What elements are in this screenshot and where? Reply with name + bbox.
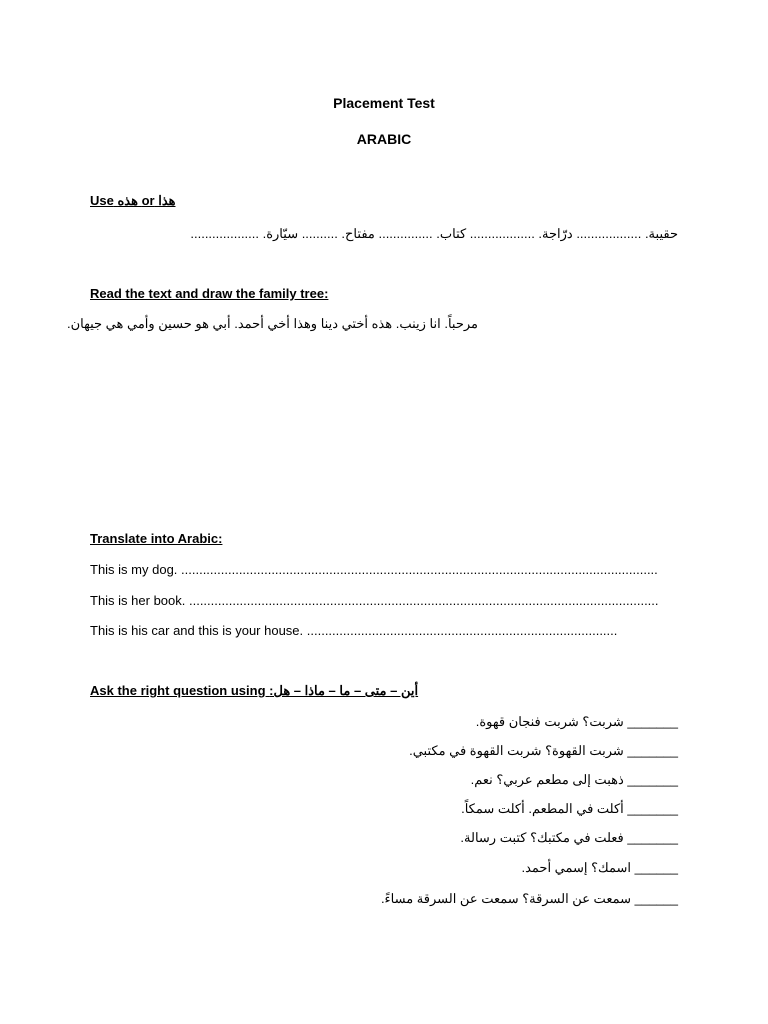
question-line: _______ ذهبت إلى مطعم عربي؟ نعم. <box>470 772 678 787</box>
section-family-text: مرحباً. انا زينب. هذه أختي دينا وهذا أخي أحمد. أبي هو حسين وأمي هي جيهان. <box>67 316 478 331</box>
page-title: Placement Test <box>333 95 435 111</box>
page-subtitle: ARABIC <box>356 131 412 147</box>
question-line: _______ أكلت في المطعم. أكلت سمكاً. <box>461 801 678 816</box>
translate-line: This is my dog. .................................................................................................................................... <box>90 562 658 577</box>
question-line: _______ شربت القهوة؟ شربت القهوة في مكتبي. <box>409 743 678 758</box>
translate-line: This is his car and this is your house. ...................................................................................... <box>90 623 618 638</box>
question-line: ______ اسمك؟ إسمي أحمد. <box>521 860 678 875</box>
section-use-heading-prefix: Use <box>90 193 114 208</box>
section-use-blanks: حقيبة. .................. درّاجة. .................. كتاب. ............... مفتاح. .......... سيّارة. ................... <box>190 226 678 241</box>
section-family-heading: Read the text and draw the family tree: <box>90 286 329 301</box>
question-line: _______ فعلت في مكتبك؟ كتبت رسالة. <box>460 830 678 845</box>
question-line: _______ شربت؟ شربت فنجان قهوة. <box>475 714 678 729</box>
section-translate-heading: Translate into Arabic: <box>90 531 223 546</box>
question-line: ______ سمعت عن السرقة؟ سمعت عن السرقة مساءً. <box>380 891 678 906</box>
section-questions-heading-prefix: Ask the right question using <box>90 683 266 698</box>
section-questions-heading-arabic: أين – متى – ما – ماذا – هل: <box>269 683 419 698</box>
section-use-heading-arabic: هذا or هذه <box>117 193 176 208</box>
section-use-heading <box>90 193 176 209</box>
translate-line: This is her book. .................................................................................................................................. <box>90 593 659 608</box>
section-questions-heading <box>90 683 418 699</box>
